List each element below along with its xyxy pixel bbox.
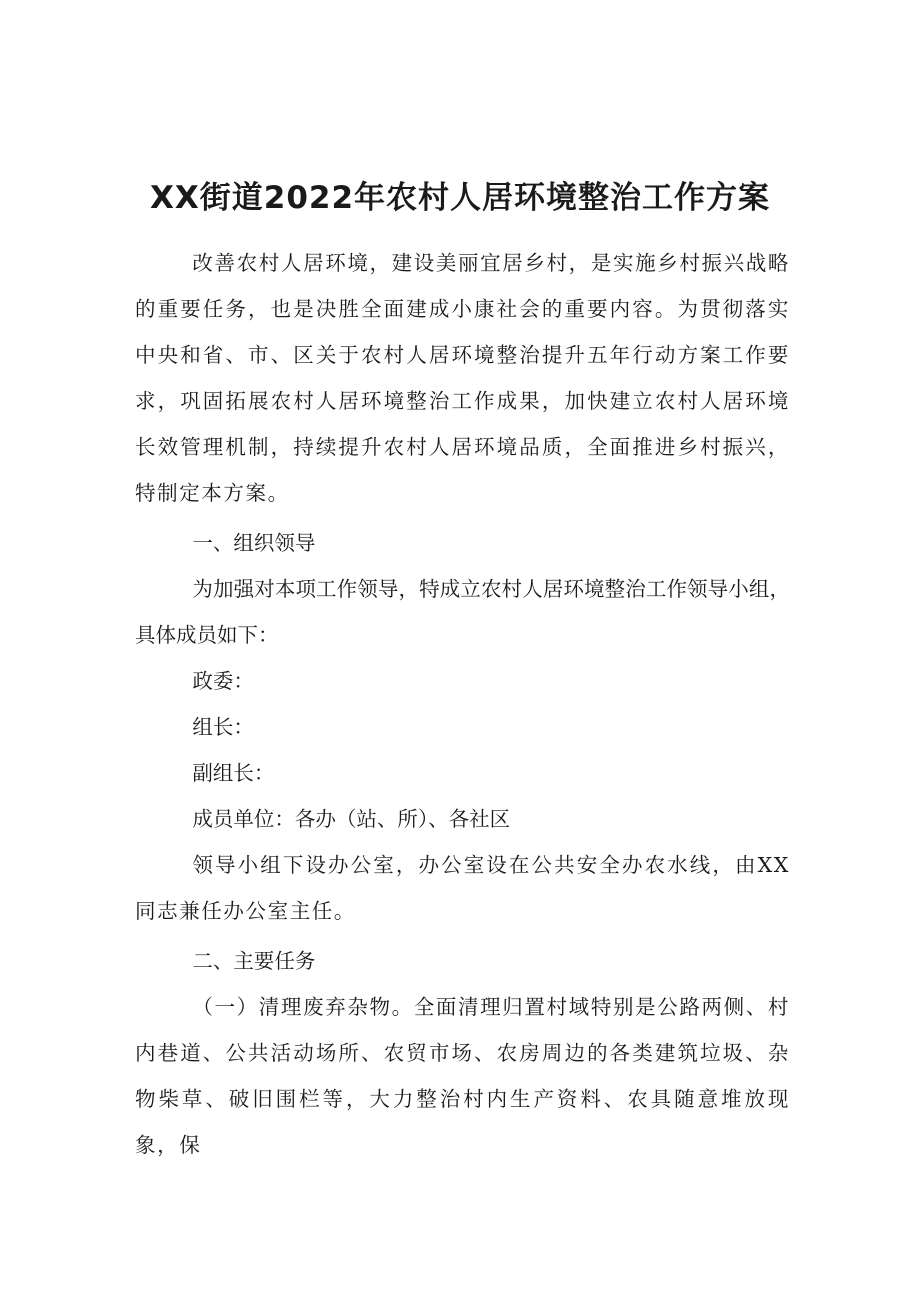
member-political-commissar: 政委： (192, 669, 254, 693)
section-heading-main-tasks: 二、主要任务 (192, 949, 316, 973)
member-leader: 组长： (192, 715, 254, 739)
member-deputy-leader: 副组长： (192, 761, 275, 785)
member-units: 成员单位：各办（站、所）、各社区 (192, 807, 511, 831)
office-paragraph: 领导小组下设办公室，办公室设在公共安全办农水线，由XX同志兼任办公室主任。 (135, 853, 790, 923)
intro-paragraph: 改善农村人居环境，建设美丽宜居乡村，是实施乡村振兴战略的重要任务，也是决胜全面建成小康社会的重要内容。为贯彻落实中央和省、市、区关于农村人居环境整治提升五年行动方案工作要求，巩固拓展农村人居环境整治工作成果，加快建立农村人居环境长效管理机制，持续提升农村人居环境品质，全面推进乡村振兴，特制定本方案。 (135, 251, 790, 505)
document-body (135, 240, 790, 1168)
task-clear-waste-paragraph: （一）清理废弃杂物。全面清理归置村域特别是公路两侧、村内巷道、公共活动场所、农贸市场、农房周边的各类建筑垃圾、杂物柴草、破旧围栏等，大力整治村内生产资料、农具随意堆放现象，保 (135, 995, 790, 1157)
section-heading-organization: 一、组织领导 (192, 531, 316, 555)
organization-paragraph: 为加强对本项工作领导，特成立农村人居环境整治工作领导小组，具体成员如下： (135, 577, 790, 647)
document-title: XX街道2022年农村人居环境整治工作方案 (149, 180, 771, 216)
